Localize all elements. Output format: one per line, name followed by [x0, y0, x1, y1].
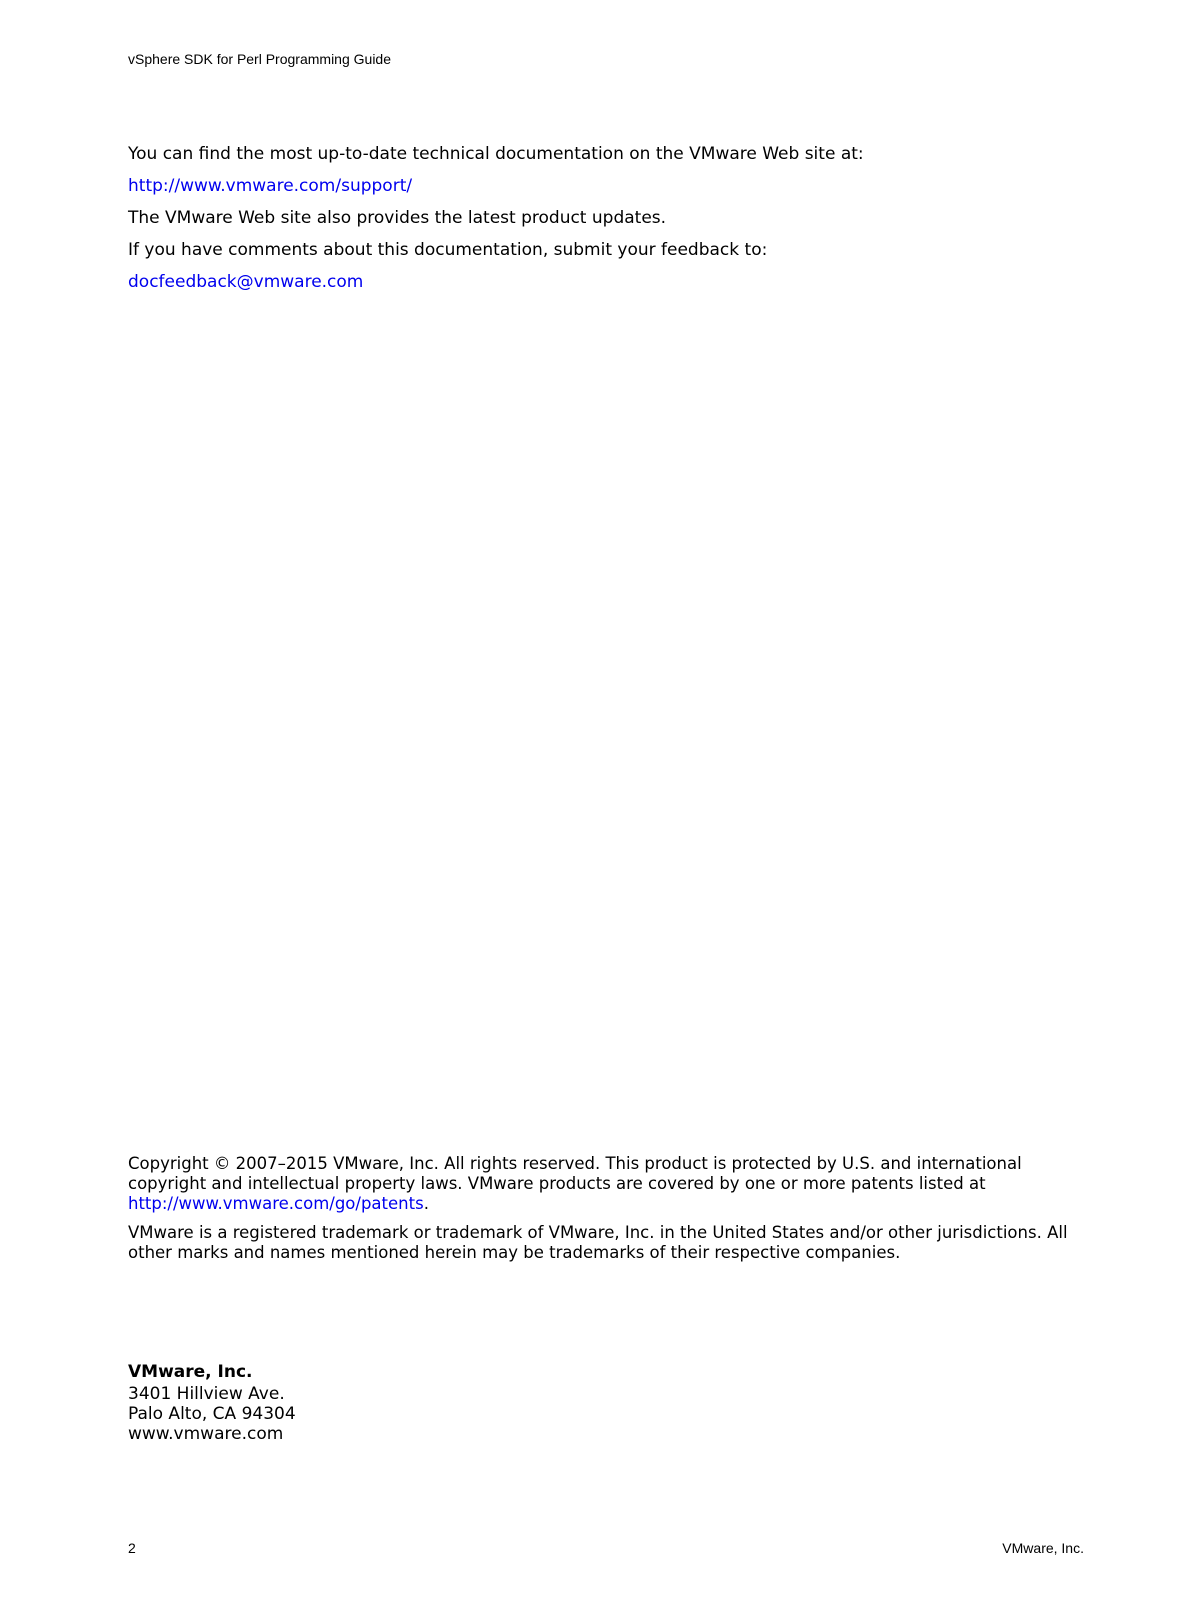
intro-support-link-row	[128, 175, 1088, 198]
copyright-text: Copyright © 2007–2015 VMware, Inc. All rights reserved. This product is protected by U.S. and international copyright and intellectual property laws. VMware products are covered by one or more patents listed at	[128, 1154, 1022, 1193]
page-header-title: vSphere SDK for Perl Programming Guide	[128, 51, 391, 67]
address-street: 3401 Hillview Ave.	[128, 1384, 285, 1404]
copyright-paragraph	[128, 1154, 1088, 1214]
intro-updates-text: The VMware Web site also provides the latest product updates.	[128, 208, 667, 228]
intro-docs-text: You can find the most up-to-date technical documentation on the VMware Web site at:	[128, 144, 864, 164]
legal-section	[128, 1154, 1088, 1272]
address-website: www.vmware.com	[128, 1424, 284, 1444]
footer-company: VMware, Inc.	[1002, 1540, 1084, 1556]
address-city: Palo Alto, CA 94304	[128, 1404, 296, 1424]
intro-feedback-email-row	[128, 271, 1088, 294]
trademark-paragraph: VMware is a registered trademark or trademark of VMware, Inc. in the United States and/or other jurisdictions. All other marks and names mentioned herein may be trademarks of their respective companies.	[128, 1223, 1068, 1262]
support-link[interactable]: http://www.vmware.com/support/	[128, 176, 413, 196]
copyright-suffix: .	[423, 1194, 429, 1213]
footer-page-number: 2	[128, 1540, 136, 1556]
feedback-email-link[interactable]: docfeedback@vmware.com	[128, 272, 364, 292]
intro-section	[128, 143, 1088, 303]
patents-link[interactable]: http://www.vmware.com/go/patents	[128, 1194, 424, 1213]
company-address	[128, 1362, 296, 1444]
intro-feedback-text: If you have comments about this documentation, submit your feedback to:	[128, 240, 768, 260]
address-company: VMware, Inc.	[128, 1362, 253, 1382]
